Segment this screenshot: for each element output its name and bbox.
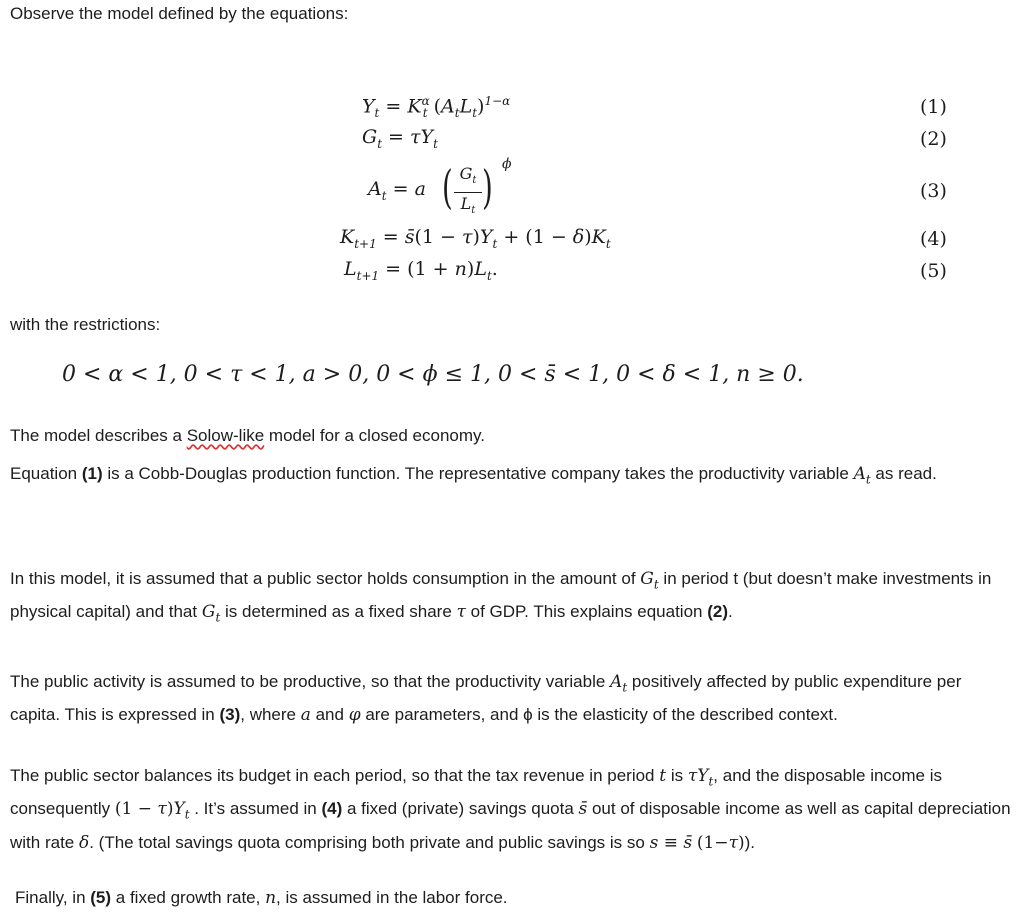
intro-text: Observe the model defined by the equations: — [10, 4, 349, 23]
equation-2-number: (2) — [920, 128, 947, 150]
paragraph-3: In this model, it is assumed that a public sector holds consumption in the amount of $G_t$ in period t (but doesn’t make investments in physical capital) and that $G_t$ is determined as a fixed share τ of GDP. This explains equation (2). — [10, 569, 992, 625]
equation-1: $Y_t = K^\alpha_t$ $(A_tL_t)^{1-\alpha}$ — [362, 94, 511, 121]
paragraph-2: Equation (1) is a Cobb-Douglas production function. The representative company takes the productivity variable $A_t$ as read. — [10, 464, 937, 487]
equation-5: $L_{t+1} = (1 + n)L_t$. — [344, 258, 498, 283]
restrictions-label: with the restrictions: — [10, 315, 161, 334]
equation-3-number: (3) — [920, 180, 947, 202]
equation-4-number: (4) — [920, 228, 947, 250]
paragraph-1: The model describes a Solow-like model for a closed economy. — [10, 426, 485, 445]
restrictions-formula: 0 < α < 1, 0 < τ < 1, a > 0, 0 < ϕ ≤ 1, 0 < s̄ < 1, 0 < δ < 1, n ≥ 0. — [62, 362, 804, 387]
equation-5-number: (5) — [920, 260, 947, 282]
equation-block: $Y_t = K^\alpha_t$ $(A_tL_t)^{1-\alpha}$ (1) $G_t = \tau Y_t$ (2) $A_t = a$ ( $G_t$ $L_t$ ) ϕ (3) $K_{t+1}$ = s̄(1 − $\tau)Y_t + (1 - \delta)K_t$ (4) $L_{t+1} = (1 + n)L_t$. (5) — [340, 94, 947, 283]
paragraph-4: The public activity is assumed to be productive, so that the productivity variable $A_t$ positively affected by public expenditure per capita. This is expressed in (3), where a and φ are parameters, and ϕ is the elasticity of the described context. — [10, 672, 962, 726]
paragraph-6: Finally, in (5) a fixed growth rate, n, is assumed in the labor force. — [15, 888, 508, 908]
paragraph-5: The public sector balances its budget in each period, so that the tax revenue in period t is $\tau Y_t$, and the disposable income is consequently $(1 - \tau)Y_t$ . It’s assumed in (4) a fixed (private) savings quota s̄ out of disposable income as well as capital depreciation with rate δ. (The total savings quota comprising both private and public savings is so s ≡ s̄ (1−τ)). — [10, 766, 1011, 853]
misspelled-word[interactable]: Solow-like — [186, 426, 265, 445]
equation-2: $G_t = \tau Y_t$ — [362, 126, 438, 151]
equation-4: $K_{t+1}$ = s̄(1 − $\tau)Y_t + (1 - \delta)K_t$ — [340, 226, 611, 251]
equation-1-number: (1) — [920, 96, 947, 118]
